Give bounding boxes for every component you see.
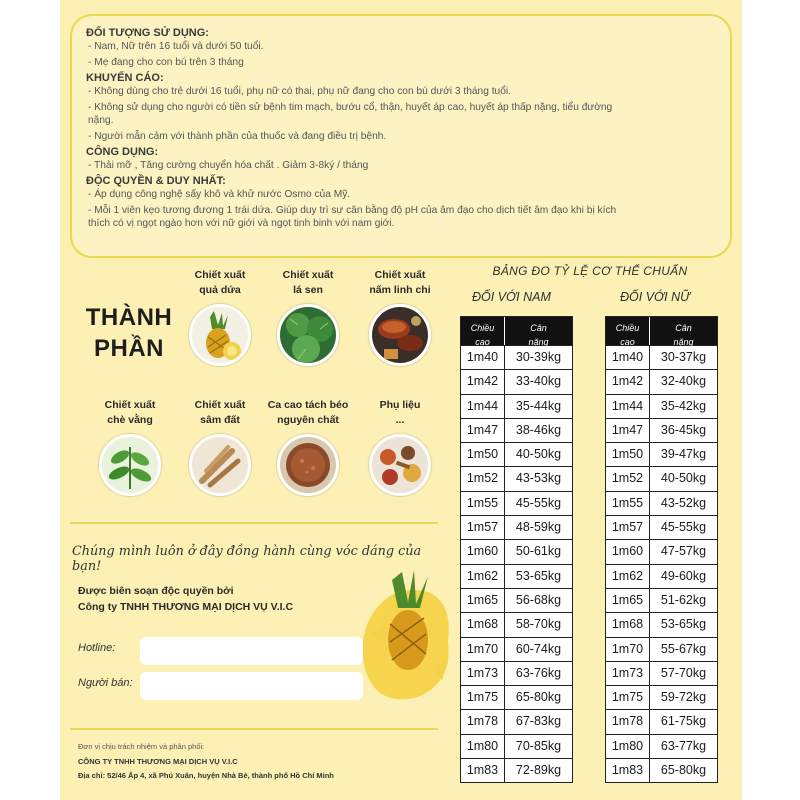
height-cell: 1m57 (606, 516, 650, 539)
table-row (606, 564, 717, 588)
company-name: Công ty TNHH THƯƠNG MẠI DỊCH VỤ V.I.C (78, 601, 294, 613)
pineapple-splash-icon (358, 562, 458, 710)
section-line: - Người mẫn cảm với thành phần của thuốc và đang điều trị bệnh. (88, 131, 387, 142)
divider (70, 522, 438, 524)
height-cell: 1m62 (461, 565, 505, 588)
table-row (606, 369, 717, 393)
ingredient-spices: Phụ liệu ... (350, 398, 450, 496)
table-row (461, 637, 572, 661)
seller-label: Người bán: (78, 677, 133, 689)
weight-cell: 53-65kg (660, 617, 707, 632)
table-row (606, 709, 717, 733)
height-cell: 1m57 (461, 516, 505, 539)
height-cell: 1m60 (606, 540, 650, 563)
weight-cell: 65-80kg (660, 763, 707, 778)
section-line: - Không dùng cho trẻ dưới 16 tuổi, phụ nữ có thai, phụ nữ đang cho con bú dưới 3 tháng tuổi. (88, 86, 511, 97)
table-row (461, 418, 572, 442)
weight-cell: 53-65kg (515, 568, 562, 583)
usage-info-box (70, 14, 732, 258)
table-row (606, 442, 717, 466)
weight-cell: 45-55kg (660, 520, 707, 535)
section-line: - Không sử dụng cho người có tiền sử bệnh tim mạch, bướu cổ, thận, huyết áp cao, huyết áp thấp nặng, tiểu đường (88, 102, 613, 113)
mushroom-icon (369, 304, 431, 366)
weight-cell: 49-60kg (660, 568, 707, 583)
weight-cell: 51-62kg (660, 592, 707, 607)
section-heading: KHUYẾN CÁO: (86, 72, 164, 84)
height-cell: 1m78 (461, 710, 505, 733)
table-row (606, 661, 717, 685)
weight-cell: 43-53kg (515, 471, 562, 486)
table-row (461, 515, 572, 539)
ingredient-cocoa: Ca cao tách béo nguyên chất (258, 398, 358, 496)
weight-cell: 30-39kg (515, 350, 562, 364)
table-row (461, 758, 572, 782)
compiled-by-label: Được biên soạn độc quyền bởi (78, 585, 234, 597)
table-row (606, 466, 717, 490)
height-cell: 1m80 (461, 735, 505, 758)
weight-cell: 65-80kg (515, 690, 562, 705)
weight-cell: 61-75kg (660, 714, 707, 729)
weight-cell: 59-72kg (660, 690, 707, 705)
weight-cell: 40-50kg (515, 447, 562, 462)
weight-cell: 43-52kg (660, 495, 707, 510)
table-row (461, 734, 572, 758)
table-row (606, 418, 717, 442)
table-row (461, 661, 572, 685)
weight-cell: 72-89kg (515, 763, 562, 778)
height-cell: 1m83 (606, 759, 650, 782)
height-cell: 1m47 (461, 419, 505, 442)
weight-cell: 39-47kg (660, 447, 707, 462)
table-row (461, 442, 572, 466)
lotus-leaf-icon (277, 304, 339, 366)
weight-cell: 67-83kg (515, 714, 562, 729)
hotline-field[interactable] (140, 637, 363, 665)
table-row (461, 588, 572, 612)
male-table (460, 316, 573, 783)
height-cell: 1m50 (606, 443, 650, 466)
right-margin (742, 0, 800, 800)
weight-cell: 55-67kg (660, 641, 707, 656)
height-cell: 1m70 (606, 638, 650, 661)
section-line: - Nam, Nữ trên 16 tuổi và dưới 50 tuổi. (88, 41, 264, 52)
weight-cell: 35-44kg (515, 398, 562, 413)
weight-cell: 45-55kg (515, 495, 562, 510)
height-cell: 1m83 (461, 759, 505, 782)
table-title: BẢNG ĐO TỶ LỆ CƠ THỂ CHUẨN (492, 264, 688, 278)
table-row (461, 709, 572, 733)
height-cell: 1m80 (606, 735, 650, 758)
height-cell: 1m73 (606, 662, 650, 685)
weight-cell: 56-68kg (515, 592, 562, 607)
cocoa-powder-icon (277, 434, 339, 496)
table-row (606, 758, 717, 782)
height-cell: 1m40 (606, 346, 650, 369)
table-row (606, 588, 717, 612)
height-cell: 1m47 (606, 419, 650, 442)
height-cell: 1m68 (606, 613, 650, 636)
weight-cell: 35-42kg (660, 398, 707, 413)
table-header: Chiều cao Cân nặng (461, 317, 572, 345)
spices-icon (369, 434, 431, 496)
female-title: ĐỐI VỚI NỮ (620, 290, 691, 304)
section-line: - Áp dụng công nghệ sấy khô và khử nước Osmo của Mỹ. (88, 189, 351, 200)
table-row (606, 637, 717, 661)
weight-cell: 63-76kg (515, 665, 562, 680)
height-cell: 1m60 (461, 540, 505, 563)
weight-cell: 40-50kg (660, 471, 707, 486)
section-heading: CÔNG DỤNG: (86, 146, 159, 158)
herb-leaf-icon (99, 434, 161, 496)
height-cell: 1m52 (606, 467, 650, 490)
footer-address: Địa chỉ: 52/46 Ấp 4, xã Phú Xuân, huyện Nhà Bè, thành phố Hồ Chí Minh (78, 771, 334, 780)
section-line: - Mẹ đang cho con bú trên 3 tháng (88, 57, 244, 68)
table-row (606, 612, 717, 636)
female-table (605, 316, 718, 783)
table-row (461, 612, 572, 636)
footer-company: CÔNG TY TNHH THƯƠNG MẠI DỊCH VỤ V.I.C (78, 757, 238, 766)
table-row (461, 394, 572, 418)
weight-cell: 57-70kg (660, 665, 707, 680)
table-row (606, 345, 717, 369)
height-cell: 1m73 (461, 662, 505, 685)
height-cell: 1m44 (461, 395, 505, 418)
height-cell: 1m78 (606, 710, 650, 733)
product-label (60, 0, 742, 800)
weight-cell: 63-77kg (660, 738, 707, 753)
table-row (606, 734, 717, 758)
ingredient-pineapple: Chiết xuất quả dứa (170, 268, 270, 366)
table-row (606, 685, 717, 709)
ingredient-lotus-leaf: Chiết xuất lá sen (258, 268, 358, 366)
weight-cell: 30-37kg (660, 350, 707, 364)
table-row (606, 491, 717, 515)
table-row (461, 491, 572, 515)
weight-cell: 32-40kg (660, 374, 707, 389)
section-heading: ĐỘC QUYỀN & DUY NHẤT: (86, 175, 226, 187)
height-cell: 1m55 (606, 492, 650, 515)
height-cell: 1m52 (461, 467, 505, 490)
table-row (461, 539, 572, 563)
table-row (461, 466, 572, 490)
table-row (461, 369, 572, 393)
table-row (461, 564, 572, 588)
weight-cell: 38-46kg (515, 422, 562, 437)
hotline-label: Hotline: (78, 642, 116, 654)
weight-cell: 47-57kg (660, 544, 707, 559)
height-cell: 1m65 (461, 589, 505, 612)
height-cell: 1m75 (461, 686, 505, 709)
height-cell: 1m70 (461, 638, 505, 661)
height-cell: 1m42 (606, 370, 650, 393)
slogan: Chúng mình luôn ở đây đồng hành cùng vóc dáng của bạn! (72, 544, 422, 574)
height-cell: 1m62 (606, 565, 650, 588)
weight-cell: 36-45kg (660, 422, 707, 437)
weight-cell: 60-74kg (515, 641, 562, 656)
ingredient-lingzhi: Chiết xuất nấm linh chi (350, 268, 450, 366)
weight-cell: 50-61kg (515, 544, 562, 559)
section-heading: ĐỐI TƯỢNG SỬ DỤNG: (86, 27, 209, 39)
ingredient-che-vang: Chiết xuất chè vằng (80, 398, 180, 496)
height-cell: 1m44 (606, 395, 650, 418)
weight-cell: 33-40kg (515, 374, 562, 389)
section-line: - Thải mỡ , Tăng cường chuyển hóa chất . Giảm 3-8ký / tháng (88, 160, 369, 171)
weight-cell: 58-70kg (515, 617, 562, 632)
table-row (606, 394, 717, 418)
male-title: ĐỐI VỚI NAM (472, 290, 551, 304)
height-cell: 1m68 (461, 613, 505, 636)
section-line: - Mỗi 1 viên kẹo tương đương 1 trái dứa. Giúp duy trì sự cân bằng độ pH của âm đạo cho dịch tiết âm đạo khi bị kích (88, 205, 617, 216)
height-cell: 1m40 (461, 346, 505, 369)
height-cell: 1m55 (461, 492, 505, 515)
ginseng-root-icon (189, 434, 251, 496)
table-row (606, 539, 717, 563)
pineapple-icon (189, 304, 251, 366)
height-cell: 1m65 (606, 589, 650, 612)
table-row (606, 515, 717, 539)
footer-responsible: Đơn vị chịu trách nhiệm và phân phối: (78, 742, 205, 751)
left-margin (0, 0, 60, 800)
height-cell: 1m75 (606, 686, 650, 709)
table-row (461, 685, 572, 709)
ingredients-title: THÀNH PHẦN (85, 304, 173, 362)
seller-field[interactable] (140, 672, 363, 700)
ingredient-sam-dat: Chiết xuất sâm đất (170, 398, 270, 496)
divider (70, 728, 438, 730)
weight-cell: 48-59kg (515, 520, 562, 535)
section-line: nặng. (88, 115, 114, 126)
height-cell: 1m50 (461, 443, 505, 466)
weight-cell: 70-85kg (515, 738, 562, 753)
table-row (461, 345, 572, 369)
table-header: Chiều cao Cân nặng (606, 317, 717, 345)
height-cell: 1m42 (461, 370, 505, 393)
section-line: thích có vị ngọt ngào hơn với nữ giới và ngọt tinh binh với nam giới. (88, 218, 395, 229)
